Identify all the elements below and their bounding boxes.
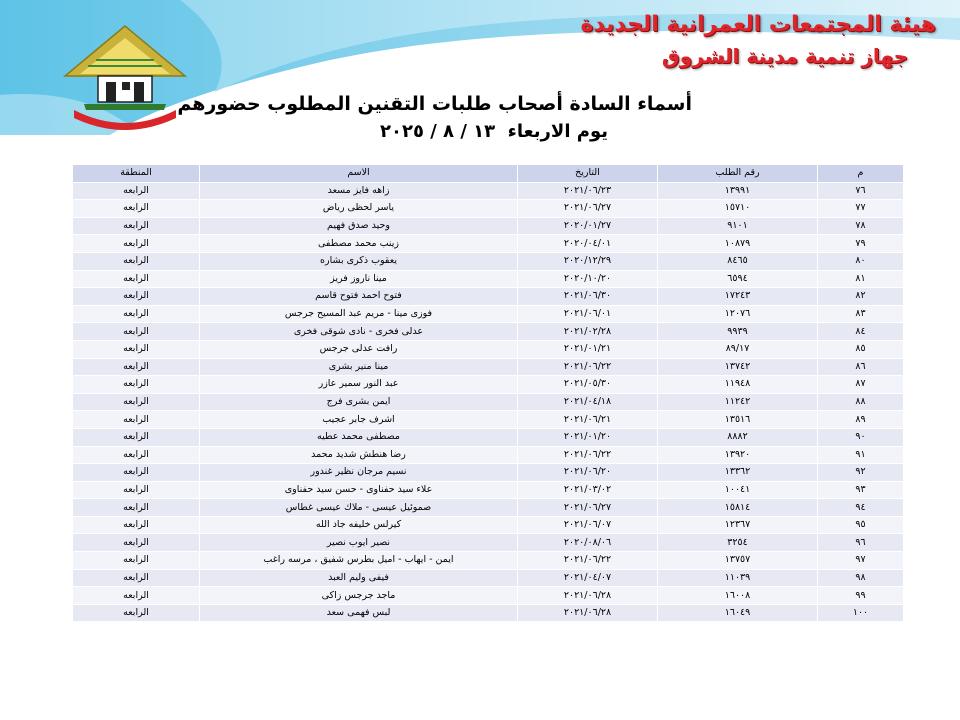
- table-row: [73, 411, 904, 429]
- cell-name: زاهه فايز مسعد: [200, 182, 518, 200]
- cell-zone: الرابعه: [73, 587, 200, 605]
- attendees-table: [72, 164, 904, 622]
- table-body: [73, 182, 904, 622]
- cell-zone: الرابعه: [73, 323, 200, 341]
- cell-zone: الرابعه: [73, 235, 200, 253]
- cell-request-number: ١١٠٣٩: [658, 569, 818, 587]
- cell-request-number: ١٣٥١٦: [658, 411, 818, 429]
- table-row: [73, 270, 904, 288]
- document-title: أسماء السادة أصحاب طلبات التقنين المطلوب حضورهم: [177, 93, 692, 115]
- table-row: [73, 481, 904, 499]
- cell-request-number: ١٠٨٧٩: [658, 235, 818, 253]
- cell-zone: الرابعه: [73, 182, 200, 200]
- cell-zone: الرابعه: [73, 200, 200, 218]
- cell-date: ٢٠٢١/٠٦/٢١: [518, 411, 658, 429]
- cell-request-number: ١٥٧١٠: [658, 200, 818, 218]
- cell-index: ٨٣: [818, 305, 904, 323]
- cell-name: رضا هنطش شديد محمد: [200, 446, 518, 464]
- cell-request-number: ٨٨٨٢: [658, 428, 818, 446]
- cell-name: يعقوب ذكرى بشاره: [200, 252, 518, 270]
- cell-zone: الرابعه: [73, 569, 200, 587]
- table-row: [73, 182, 904, 200]
- cell-name: فتوح احمد فتوح قاسم: [200, 288, 518, 306]
- cell-name: صموئيل عيسى - ملاك عيسى غطاس: [200, 499, 518, 517]
- cell-index: ٩١: [818, 446, 904, 464]
- cell-date: ٢٠٢١/٠٦/٠٧: [518, 516, 658, 534]
- cell-zone: الرابعه: [73, 252, 200, 270]
- cell-zone: الرابعه: [73, 428, 200, 446]
- cell-request-number: ١٣٩٩١: [658, 182, 818, 200]
- cell-request-number: ١٥٨١٤: [658, 499, 818, 517]
- table-row: [73, 288, 904, 306]
- cell-index: ٧٩: [818, 235, 904, 253]
- cell-zone: الرابعه: [73, 340, 200, 358]
- cell-name: فيفى وليم العبد: [200, 569, 518, 587]
- cell-name: كيرلس خليفه جاد الله: [200, 516, 518, 534]
- cell-zone: الرابعه: [73, 534, 200, 552]
- cell-index: ٩٤: [818, 499, 904, 517]
- cell-request-number: ١٠٠٤١: [658, 481, 818, 499]
- cell-date: ٢٠٢١/٠٦/٣٠: [518, 288, 658, 306]
- cell-request-number: ١٣٩٢٠: [658, 446, 818, 464]
- col-header-request-number: رقم الطلب: [658, 165, 818, 183]
- cell-date: ٢٠٢١/٠٦/٢٧: [518, 499, 658, 517]
- cell-name: فوزى مينا - مريم عبد المسيح جرجس: [200, 305, 518, 323]
- cell-name: زينب محمد مصطفى: [200, 235, 518, 253]
- cell-index: ٨١: [818, 270, 904, 288]
- cell-index: ٨٧: [818, 376, 904, 394]
- cell-index: ٨٥: [818, 340, 904, 358]
- cell-name: رافت عدلى جرجس: [200, 340, 518, 358]
- cell-name: علاء سيد حفناوى - حسن سيد حفناوى: [200, 481, 518, 499]
- table-row: [73, 604, 904, 622]
- organization-subtitle: جهاز تنمية مدينة الشروق: [661, 44, 908, 68]
- cell-index: ٩٢: [818, 464, 904, 482]
- cell-index: ٨٦: [818, 358, 904, 376]
- cell-request-number: ١٣٣٦٢: [658, 464, 818, 482]
- attendees-table-container: [72, 164, 903, 622]
- table-row: [73, 200, 904, 218]
- cell-date: ٢٠٢١/٠٤/٠٧: [518, 569, 658, 587]
- cell-date: ٢٠٢٠/٠٤/٠١: [518, 235, 658, 253]
- cell-request-number: ٦٥٩٤: [658, 270, 818, 288]
- cell-name: عدلى فخرى - نادى شوقى فخرى: [200, 323, 518, 341]
- cell-index: ٨٤: [818, 323, 904, 341]
- table-row: [73, 217, 904, 235]
- cell-date: ٢٠٢١/٠٦/٢٧: [518, 200, 658, 218]
- cell-index: ٧٨: [818, 217, 904, 235]
- organization-title: هيئة المجتمعات العمرانية الجديدة: [580, 12, 936, 37]
- cell-date: ٢٠٢١/٠٥/٣٠: [518, 376, 658, 394]
- cell-index: ٩٨: [818, 569, 904, 587]
- cell-request-number: ١٣٧٥٧: [658, 552, 818, 570]
- table-row: [73, 305, 904, 323]
- cell-zone: الرابعه: [73, 446, 200, 464]
- table-row: [73, 534, 904, 552]
- table-row: [73, 552, 904, 570]
- cell-zone: الرابعه: [73, 305, 200, 323]
- cell-date: ٢٠٢٠/٠٨/٠٦: [518, 534, 658, 552]
- cell-name: عبد النور سمير عازر: [200, 376, 518, 394]
- cell-name: نصير ايوب نصير: [200, 534, 518, 552]
- cell-name: مينا ناروز فريز: [200, 270, 518, 288]
- cell-request-number: ١٢٠٧٦: [658, 305, 818, 323]
- table-row: [73, 358, 904, 376]
- cell-date: ٢٠٢١/٠١/٢٠: [518, 428, 658, 446]
- cell-date: ٢٠٢١/٠٦/٢٣: [518, 182, 658, 200]
- cell-date: ٢٠٢١/٠٣/٠٢: [518, 481, 658, 499]
- table-row: [73, 587, 904, 605]
- cell-index: ٧٧: [818, 200, 904, 218]
- cell-zone: الرابعه: [73, 288, 200, 306]
- cell-request-number: ٩١٠١: [658, 217, 818, 235]
- cell-name: مينا منير بشرى: [200, 358, 518, 376]
- cell-index: ٨٩: [818, 411, 904, 429]
- cell-date: ٢٠٢٠/٠١/٢٧: [518, 217, 658, 235]
- cell-zone: الرابعه: [73, 516, 200, 534]
- cell-zone: الرابعه: [73, 411, 200, 429]
- table-row: [73, 252, 904, 270]
- table-row: [73, 235, 904, 253]
- cell-name: ايمن - ايهاب - اميل بطرس شفيق ، مرسه راغب: [200, 552, 518, 570]
- cell-name: ياسر لحظى رياض: [200, 200, 518, 218]
- cell-zone: الرابعه: [73, 376, 200, 394]
- cell-request-number: ١٧٢٤٣: [658, 288, 818, 306]
- cell-zone: الرابعه: [73, 604, 200, 622]
- cell-name: اشرف جابر عجيب: [200, 411, 518, 429]
- cell-request-number: ٨٤٦٥: [658, 252, 818, 270]
- cell-request-number: ٩٩٣٩: [658, 323, 818, 341]
- cell-index: ٨٢: [818, 288, 904, 306]
- cell-index: ٩٩: [818, 587, 904, 605]
- cell-zone: الرابعه: [73, 464, 200, 482]
- document-date: يوم الاربعاء ١٣ / ٨ / ٢٠٢٥: [379, 121, 608, 142]
- cell-date: ٢٠٢١/٠١/٢١: [518, 340, 658, 358]
- cell-index: ٩٣: [818, 481, 904, 499]
- cell-index: ٩٠: [818, 428, 904, 446]
- cell-name: نسيم مرجان نظير غندور: [200, 464, 518, 482]
- table-row: [73, 428, 904, 446]
- cell-date: ٢٠٢١/٠٦/٢٢: [518, 446, 658, 464]
- cell-zone: الرابعه: [73, 270, 200, 288]
- cell-request-number: ٨٩/١٧: [658, 340, 818, 358]
- cell-index: ٧٦: [818, 182, 904, 200]
- cell-zone: الرابعه: [73, 552, 200, 570]
- cell-date: ٢٠٢٠/١٠/٢٠: [518, 270, 658, 288]
- cell-request-number: ١٦٠٤٩: [658, 604, 818, 622]
- cell-request-number: ١٦٠٠٨: [658, 587, 818, 605]
- cell-name: مصطفى محمد عطيه: [200, 428, 518, 446]
- cell-date: ٢٠٢٠/١٢/٢٩: [518, 252, 658, 270]
- cell-name: وحيد صدق فهيم: [200, 217, 518, 235]
- cell-name: ماجد جرجس زاكى: [200, 587, 518, 605]
- col-header-index: م: [818, 165, 904, 183]
- cell-request-number: ١١٢٤٢: [658, 393, 818, 411]
- cell-index: ٩٧: [818, 552, 904, 570]
- cell-request-number: ١٢٣٦٧: [658, 516, 818, 534]
- cell-date: ٢٠٢١/٠٦/٠١: [518, 305, 658, 323]
- cell-zone: الرابعه: [73, 481, 200, 499]
- cell-zone: الرابعه: [73, 499, 200, 517]
- cell-date: ٢٠٢١/٠٦/٢٢: [518, 358, 658, 376]
- cell-name: لبس فهمى سعد: [200, 604, 518, 622]
- table-row: [73, 499, 904, 517]
- col-header-name: الاسم: [200, 165, 518, 183]
- table-row: [73, 516, 904, 534]
- cell-request-number: ١١٩٤٨: [658, 376, 818, 394]
- cell-index: ٩٦: [818, 534, 904, 552]
- table-row: [73, 464, 904, 482]
- cell-date: ٢٠٢١/٠٦/٢٨: [518, 587, 658, 605]
- col-header-zone: المنطقة: [73, 165, 200, 183]
- cell-zone: الرابعه: [73, 217, 200, 235]
- col-header-date: التاريخ: [518, 165, 658, 183]
- cell-date: ٢٠٢١/٠٦/٢٠: [518, 464, 658, 482]
- table-row: [73, 446, 904, 464]
- cell-request-number: ١٣٧٤٢: [658, 358, 818, 376]
- table-header-row: [73, 165, 904, 183]
- shorouk-city-logo-icon: [60, 18, 190, 138]
- cell-name: ايمن بشرى فرج: [200, 393, 518, 411]
- cell-date: ٢٠٢١/٠٦/٢٨: [518, 604, 658, 622]
- table-row: [73, 376, 904, 394]
- table-row: [73, 340, 904, 358]
- cell-date: ٢٠٢١/٠٢/٢٨: [518, 323, 658, 341]
- cell-index: ٨٨: [818, 393, 904, 411]
- cell-index: ٩٥: [818, 516, 904, 534]
- cell-index: ١٠٠: [818, 604, 904, 622]
- cell-index: ٨٠: [818, 252, 904, 270]
- cell-request-number: ٣٢٥٤: [658, 534, 818, 552]
- cell-zone: الرابعه: [73, 358, 200, 376]
- cell-zone: الرابعه: [73, 393, 200, 411]
- table-row: [73, 323, 904, 341]
- cell-date: ٢٠٢١/٠٤/١٨: [518, 393, 658, 411]
- cell-date: ٢٠٢١/٠٦/٢٢: [518, 552, 658, 570]
- table-row: [73, 569, 904, 587]
- table-row: [73, 393, 904, 411]
